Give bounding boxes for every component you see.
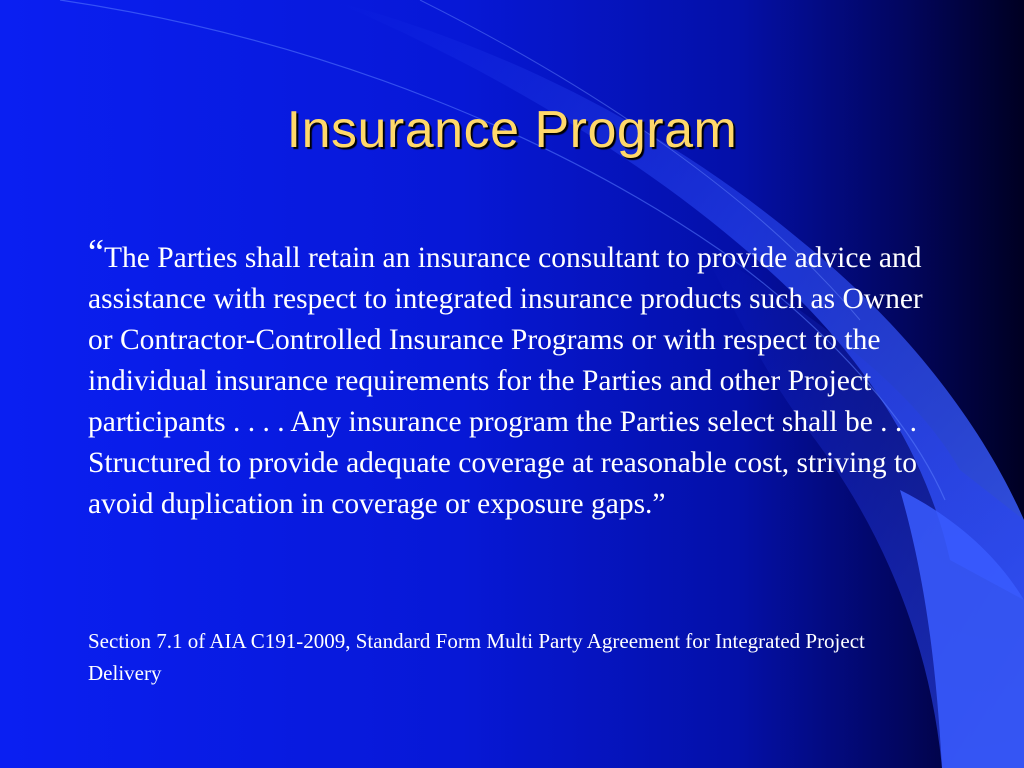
quote-paragraph <box>88 232 938 525</box>
quote-body <box>88 232 938 525</box>
slide-title: Insurance Program <box>286 101 738 159</box>
quote-text: The Parties shall retain an insurance consultant to provide advice and assistance with respect to integrated insurance products such as Owner or Contractor-Controlled Insurance Programs or with respect to the individual insurance requirements for the Parties and other Project participants . . . . Any insurance program the Parties select shall be . . . Structured to provide adequate coverage at reasonable cost, striving to avoid duplication in coverage or exposure gaps.” <box>88 242 923 520</box>
source-citation <box>88 625 908 689</box>
citation-text: Section 7.1 of AIA C191-2009, Standard Form Multi Party Agreement for Integrated Project Delivery <box>88 629 865 685</box>
open-quote-mark: “ <box>88 232 104 272</box>
